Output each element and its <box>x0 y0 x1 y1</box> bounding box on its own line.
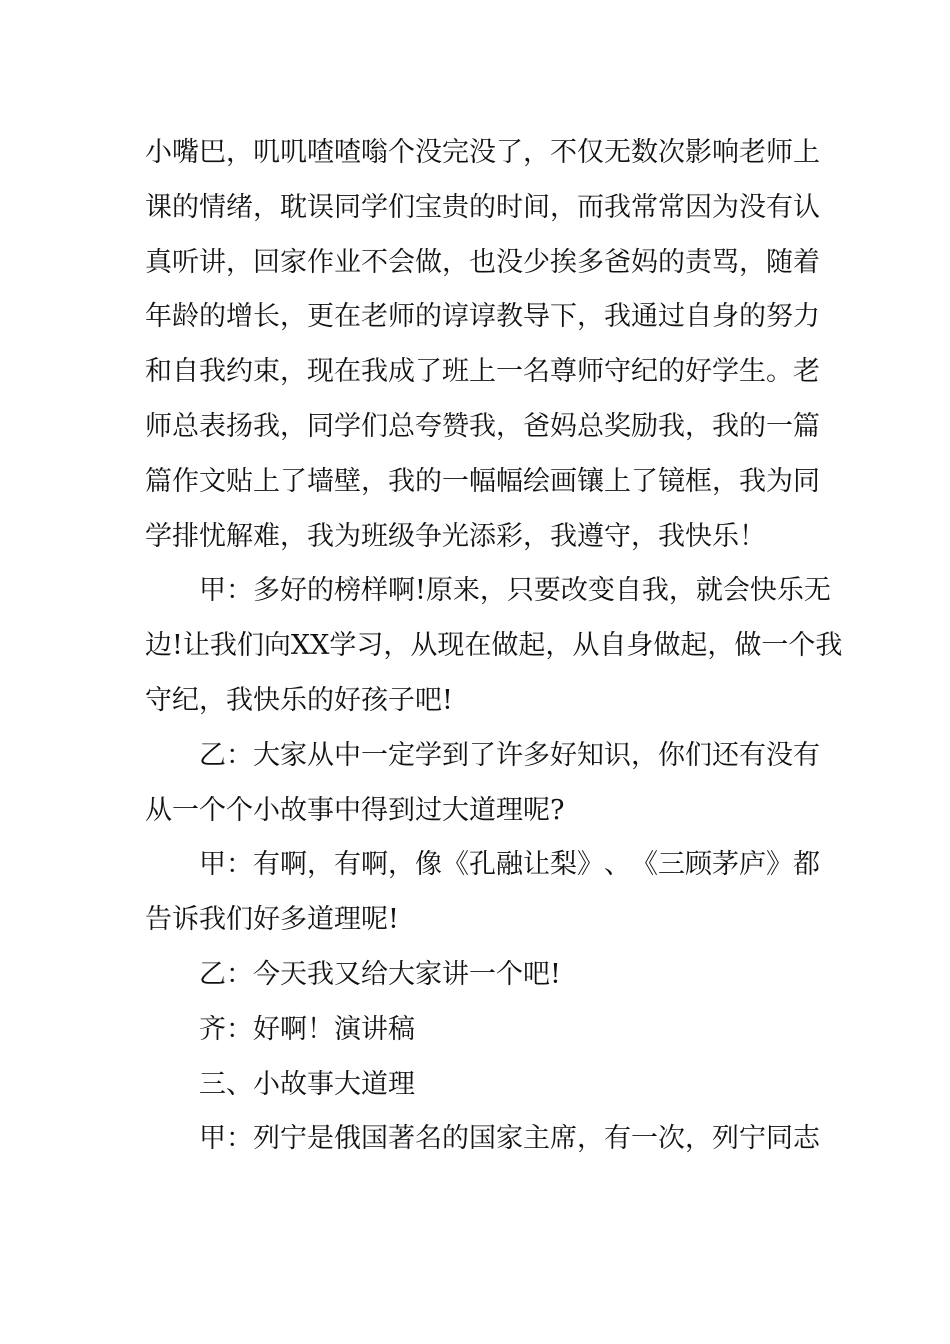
text-line: 学排忧解难，我为班级争光添彩，我遵守，我快乐！ <box>145 520 766 552</box>
text-line: 真 听 讲 ， 回 家 作 业 不 会 做 ， 也 没 少 挨 多 爸 妈 的 责 骂 ， 随 着 <box>145 246 820 278</box>
text-line: 边 ! 让 我 们 向 X X 学 习 ， 从 现 在 做 起 ， 从 自 身 做 起 ， 做 一 个 我 <box>145 630 843 662</box>
text-line: 篇 作 文 贴 上 了 墙 壁 ， 我 的 一 幅 幅 绘 画 镶 上 了 镜 框 ， 我 为 同 <box>145 465 820 497</box>
text-line: 从一个个小故事中得到过大道理呢? <box>145 794 565 826</box>
document-body <box>145 126 843 1167</box>
text-line: 乙：今天我又给大家讲一个吧! <box>199 958 561 990</box>
text-line: 甲 ： 多 好 的 榜 样 啊 ! 原 来 ， 只 要 改 变 自 我 ， 就 会 快 乐 无 <box>199 575 831 607</box>
text-line: 和 自 我 约 束 ， 现 在 我 成 了 班 上 一 名 尊 师 守 纪 的 好 学 生 。 老 <box>145 356 820 388</box>
text-line: 师 总 表 扬 我 ， 同 学 们 总 夸 赞 我 ， 爸 妈 总 奖 励 我 ， 我 的 一 篇 <box>145 410 820 442</box>
text-line: 课 的 情 绪 ， 耽 误 同 学 们 宝 贵 的 时 间 ， 而 我 常 常 因 为 没 有 认 <box>145 191 820 223</box>
section-heading: 三、小故事大道理 <box>199 1068 415 1100</box>
text-line: 守纪，我快乐的好孩子吧! <box>145 684 453 716</box>
text-line: 告诉我们好多道理呢! <box>145 904 399 936</box>
text-line: 齐：好啊！演讲稿 <box>199 1013 415 1045</box>
text-line: 甲 ： 有 啊 ， 有 啊 ， 像 《 孔 融 让 梨 》 、 《 三 顾 茅 庐 》 都 <box>199 849 820 881</box>
text-line: 乙 ： 大 家 从 中 一 定 学 到 了 许 多 好 知 识 ， 你 们 还 有 没 有 <box>199 739 820 771</box>
text-line: 甲 ： 列 宁 是 俄 国 著 名 的 国 家 主 席 ， 有 一 次 ， 列 宁 同 志 <box>199 1123 820 1155</box>
text-line: 小 嘴 巴 ， 叽 叽 喳 喳 嗡 个 没 完 没 了 ， 不 仅 无 数 次 影 响 老 师 上 <box>145 137 820 168</box>
text-line: 年 龄 的 增 长 ， 更 在 老 师 的 谆 谆 教 导 下 ， 我 通 过 自 身 的 努 力 <box>145 301 820 333</box>
